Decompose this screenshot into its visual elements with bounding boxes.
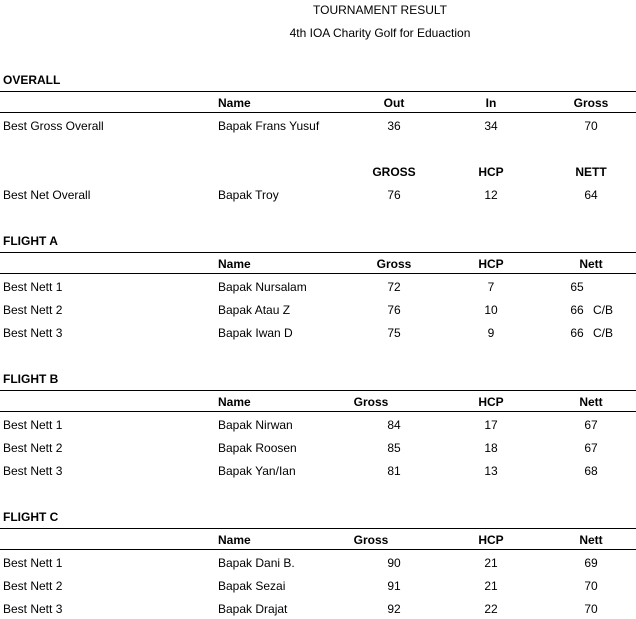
- hcp-value: 9: [487, 326, 495, 340]
- player-name: Bapak Sezai: [218, 579, 286, 593]
- player-name: Bapak Dani B.: [218, 556, 295, 570]
- gross-score: 70: [584, 119, 598, 133]
- header-divider: [0, 112, 636, 113]
- header-divider: [0, 411, 636, 412]
- gross-score: 76: [387, 188, 401, 202]
- player-name: Bapak Nirwan: [218, 418, 293, 432]
- row-label: Best Net Overall: [3, 188, 91, 202]
- in-score: 34: [484, 119, 498, 133]
- hcp-value: 22: [484, 602, 498, 616]
- row-label: Best Nett 2: [3, 303, 63, 317]
- section-divider: [0, 252, 636, 253]
- player-name: Bapak Atau Z: [218, 303, 291, 317]
- nett-score: 67: [584, 418, 598, 432]
- section-divider: [0, 390, 636, 391]
- page-title: TOURNAMENT RESULT: [312, 3, 448, 17]
- column-header-hcp: HCP: [478, 165, 504, 179]
- hcp-value: 17: [484, 418, 498, 432]
- column-header-gross: Gross: [353, 533, 389, 547]
- hcp-value: 10: [484, 303, 498, 317]
- countback-note: C/B: [593, 303, 614, 317]
- header-divider: [0, 273, 636, 274]
- column-header-name: Name: [218, 395, 251, 409]
- out-score: 36: [387, 119, 401, 133]
- page-subtitle: 4th IOA Charity Golf for Eduaction: [289, 26, 471, 40]
- row-label: Best Nett 1: [3, 556, 63, 570]
- section-divider: [0, 528, 636, 529]
- row-label: Best Nett 3: [3, 326, 63, 340]
- nett-score: 66: [570, 326, 584, 340]
- player-name: Bapak Frans Yusuf: [218, 119, 320, 133]
- column-header-nett: Nett: [579, 533, 603, 547]
- hcp-value: 18: [484, 441, 498, 455]
- gross-score: 85: [387, 441, 401, 455]
- player-name: Bapak Iwan D: [218, 326, 293, 340]
- player-name: Bapak Yan/Ian: [218, 464, 296, 478]
- player-name: Bapak Nursalam: [218, 280, 307, 294]
- hcp-value: 21: [484, 579, 498, 593]
- section-heading-overall: OVERALL: [3, 73, 61, 87]
- column-header-name: Name: [218, 533, 251, 547]
- nett-score: 69: [584, 556, 598, 570]
- nett-score: 67: [584, 441, 598, 455]
- column-header-out: Out: [383, 96, 405, 110]
- column-header-name: Name: [218, 96, 251, 110]
- column-header-gross: Gross: [376, 257, 412, 271]
- header-divider: [0, 549, 636, 550]
- column-header-gross: GROSS: [372, 165, 416, 179]
- gross-score: 72: [387, 280, 401, 294]
- column-header-name: Name: [218, 257, 251, 271]
- section-heading-flight-c: FLIGHT C: [3, 510, 59, 524]
- nett-score: 70: [584, 602, 598, 616]
- gross-score: 75: [387, 326, 401, 340]
- column-header-gross: Gross: [353, 395, 389, 409]
- countback-note: C/B: [593, 326, 614, 340]
- nett-score: 66: [570, 303, 584, 317]
- hcp-value: 7: [487, 280, 495, 294]
- column-header-nett: NETT: [575, 165, 607, 179]
- row-label: Best Nett 1: [3, 280, 63, 294]
- row-label: Best Nett 3: [3, 464, 63, 478]
- row-label: Best Nett 2: [3, 441, 63, 455]
- gross-score: 90: [387, 556, 401, 570]
- gross-score: 76: [387, 303, 401, 317]
- gross-score: 81: [387, 464, 401, 478]
- hcp-value: 21: [484, 556, 498, 570]
- player-name: Bapak Drajat: [218, 602, 288, 616]
- nett-score: 70: [584, 579, 598, 593]
- hcp-value: 13: [484, 464, 498, 478]
- gross-score: 92: [387, 602, 401, 616]
- column-header-nett: Nett: [579, 395, 603, 409]
- section-heading-flight-a: FLIGHT A: [3, 234, 58, 248]
- player-name: Bapak Roosen: [218, 441, 297, 455]
- player-name: Bapak Troy: [218, 188, 279, 202]
- column-header-nett: Nett: [579, 257, 603, 271]
- column-header-hcp: HCP: [478, 257, 504, 271]
- column-header-hcp: HCP: [478, 533, 504, 547]
- nett-score: 68: [584, 464, 598, 478]
- section-heading-flight-b: FLIGHT B: [3, 372, 59, 386]
- nett-score: 65: [570, 280, 584, 294]
- column-header-hcp: HCP: [478, 395, 504, 409]
- gross-score: 91: [387, 579, 401, 593]
- column-header-gross: Gross: [573, 96, 609, 110]
- row-label: Best Nett 2: [3, 579, 63, 593]
- row-label: Best Nett 1: [3, 418, 63, 432]
- row-label: Best Gross Overall: [3, 119, 104, 133]
- nett-score: 64: [584, 188, 598, 202]
- section-divider: [0, 91, 636, 92]
- hcp-value: 12: [484, 188, 498, 202]
- column-header-in: In: [485, 96, 497, 110]
- row-label: Best Nett 3: [3, 602, 63, 616]
- gross-score: 84: [387, 418, 401, 432]
